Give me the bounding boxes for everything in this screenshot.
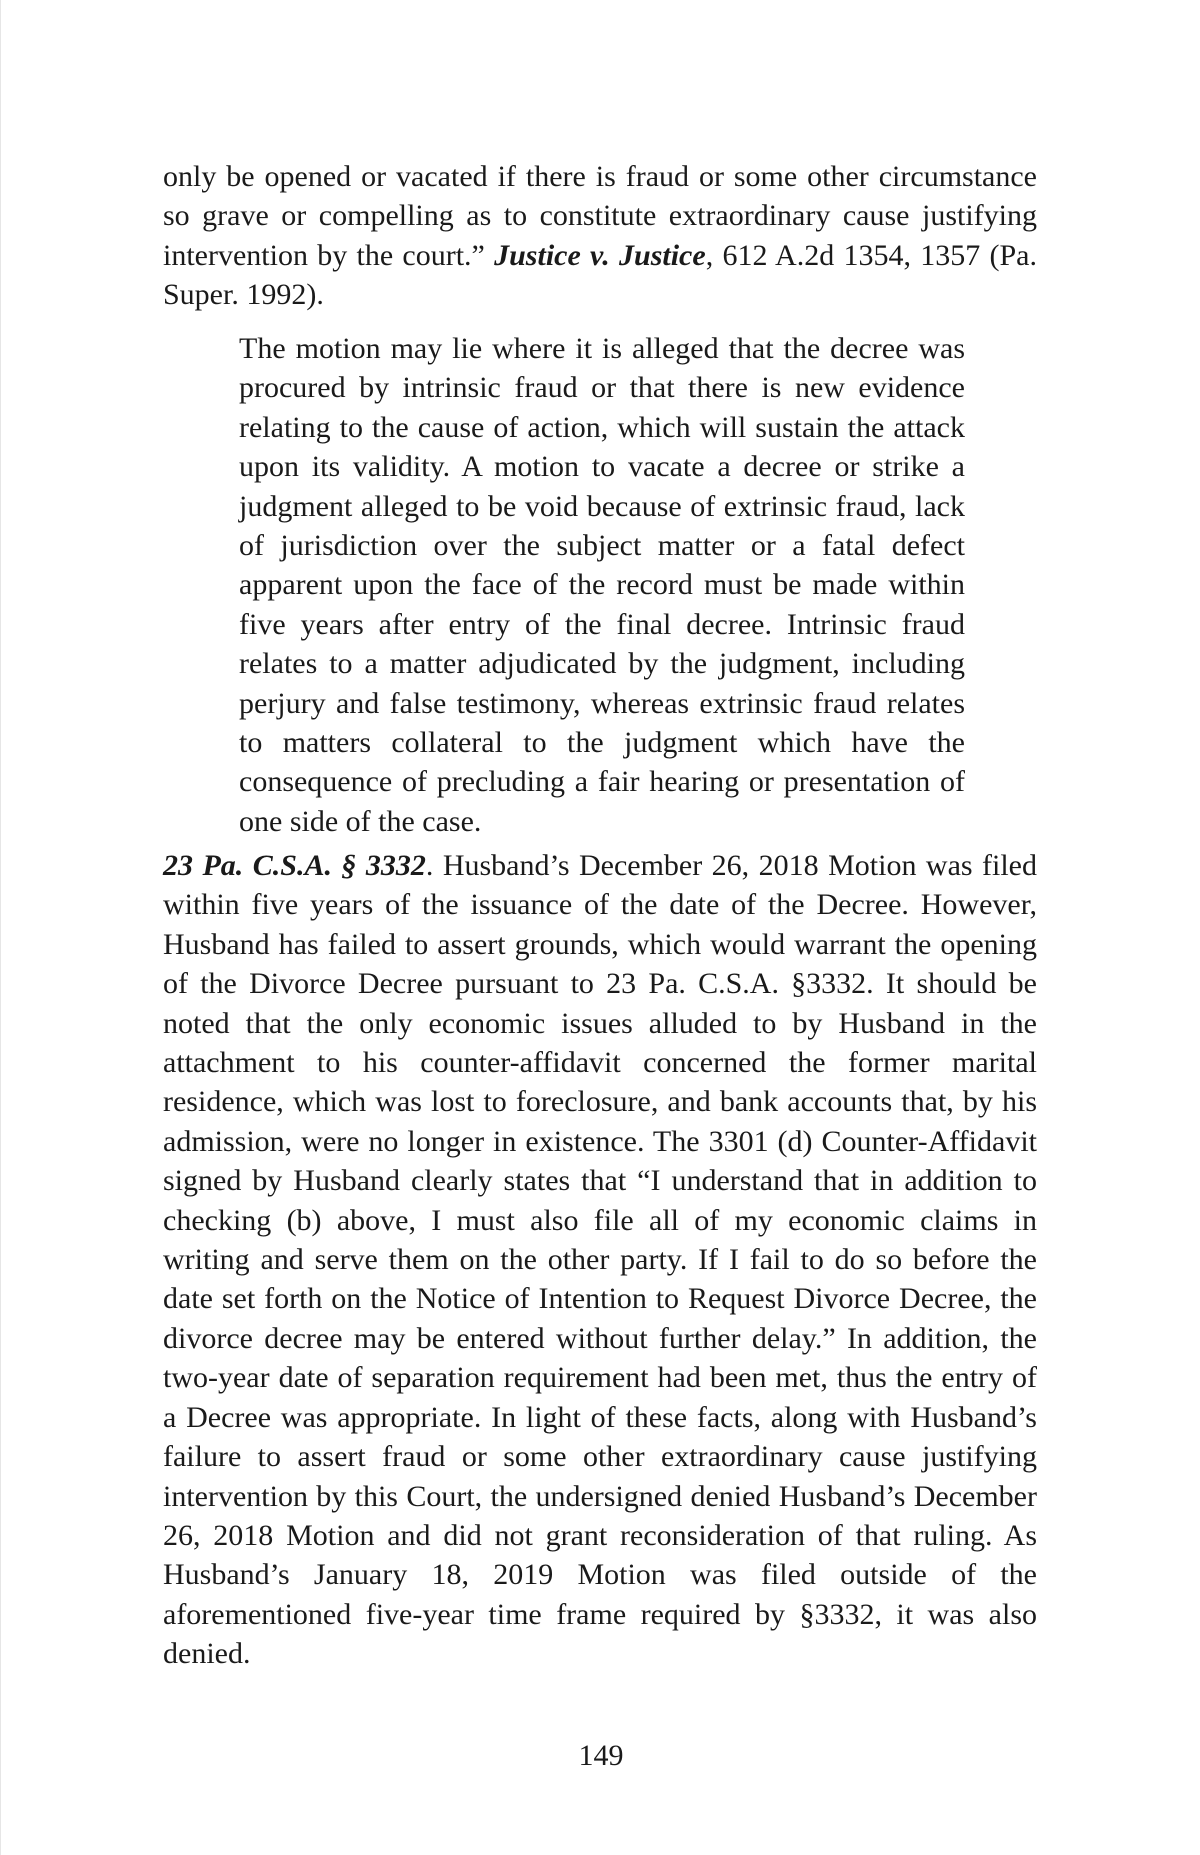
opening-paragraph (163, 157, 1037, 315)
analysis-paragraph-text: . Husband’s December 26, 2018 Motion was filed within five years of the issuance of the date of the Decree. However, Husband has failed to assert grounds, which would warrant the opening of the Divorce Decree pursuant to 23 Pa. C.S.A. §3332. It should be noted that the only economic issues alluded to by Husband in the attachment to his counter-affidavit concerned the former marital residence, which was lost to foreclosure, and bank accounts that, by his admission, were no longer in existence. The 3301 (d) Counter-Affidavit signed by Husband clearly states that “I understand that in addition to checking (b) above, I must also file all of my economic claims in writing and serve them on the other party. If I fail to do so before the date set forth on the Notice of Intention to Request Divorce Decree, the divorce decree may be entered without further delay.” In addition, the two-year date of separation requirement had been met, thus the entry of a Decree was appropriate. In light of these facts, along with Husband’s failure to assert fraud or some other extraordinary cause justifying intervention by this Court, the undersigned denied Husband’s December 26, 2018 Motion and did not grant reconsideration of that ruling. As Husband’s January 18, 2019 Motion was filed outside of the aforementioned five-year time frame required by §3332, it was also denied. (163, 849, 1037, 1671)
statute-citation: 23 Pa. C.S.A. § 3332 (163, 849, 426, 882)
page-number: 149 (578, 1739, 624, 1772)
case-citation: Justice v. Justice (494, 238, 706, 272)
statute-block-quote (239, 329, 965, 841)
analysis-paragraph (163, 846, 1037, 1674)
opening-paragraph-text: only be opened or vacated if there is fraud or some other circumstance so grave or compelling as to constitute extraordinary cause justifying intervention by the court.” (163, 160, 1037, 272)
case-citation-reporter: , 612 A.2d 1354, 1357 (Pa. Super. 1992). (163, 238, 1038, 312)
block-quote-text: The motion may lie where it is alleged that the decree was procured by intrinsic fraud or that there is new evidence relating to the cause of action, which will sustain the attack upon its validity. A motion to vacate a decree or strike a judgment alleged to be void because of extrinsic fraud, lack of jurisdiction over the subject matter or a fatal defect apparent upon the face of the record must be made within five years after entry of the final decree. Intrinsic fraud relates to a matter adjudicated by the judgment, including perjury and false testimony, whereas extrinsic fraud relates to matters collateral to the judgment which have the consequence of precluding a fair hearing or presentation of one side of the case. (239, 332, 965, 838)
